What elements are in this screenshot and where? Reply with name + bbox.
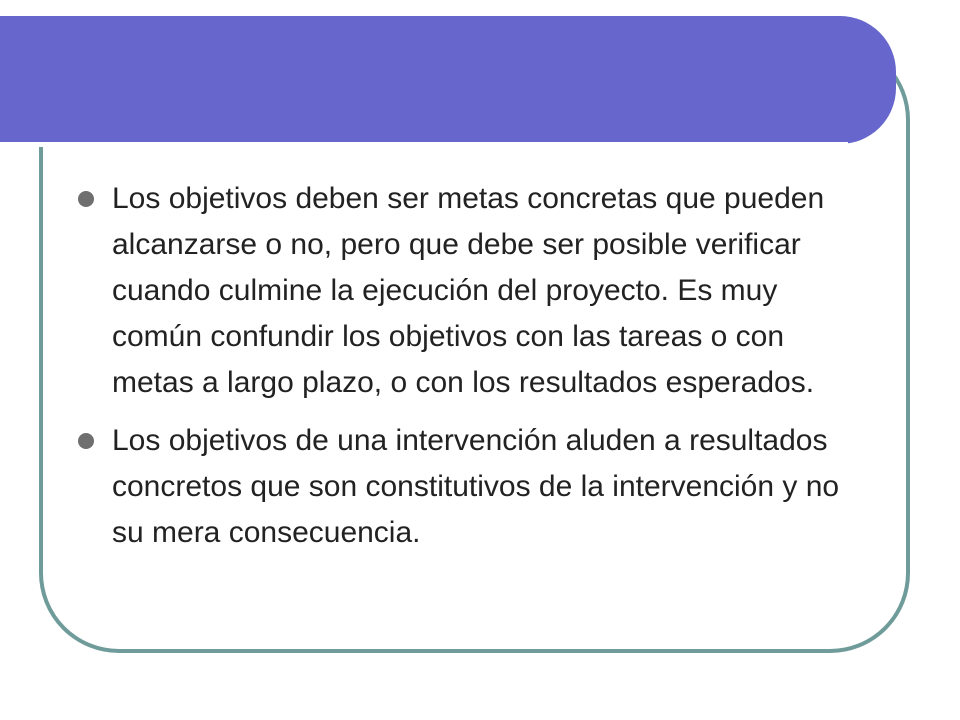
bullet-text: Los objetivos deben ser metas concretas que pueden alcanzarse o no, pero que debe ser posible verificar cuando culmine la ejecución del proyecto. Es muy común confundir los objetivos con las tareas o con metas a largo plazo, o con los resultados esperados. [112, 182, 825, 399]
bullet-dot-icon [78, 191, 94, 207]
bullet-item [78, 418, 868, 556]
bullet-list [78, 176, 868, 568]
bullet-text: Los objetivos de una intervención aluden a resultados concretos que son constitutivos de la intervención y no su mera consecuencia. [112, 424, 840, 549]
bullet-dot-icon [78, 433, 94, 449]
banner-rule [0, 142, 848, 147]
slide-title [60, 40, 840, 110]
bullet-item [78, 176, 868, 406]
